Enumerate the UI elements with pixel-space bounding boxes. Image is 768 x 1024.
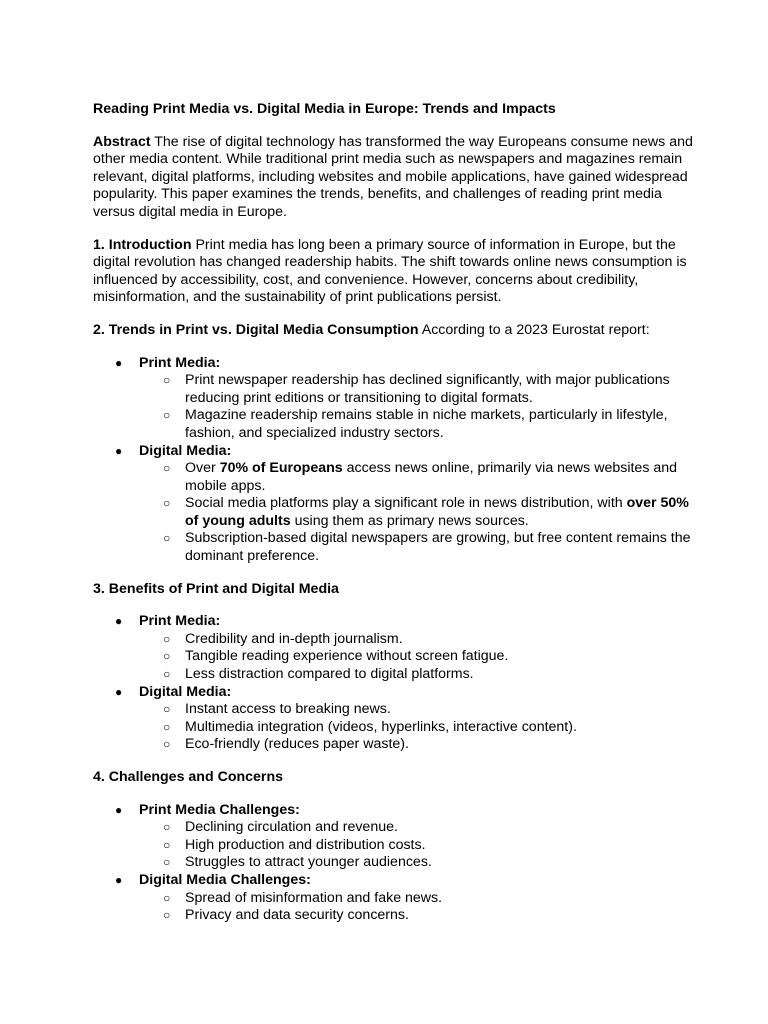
sub-list-item-text: Subscription-based digital newspapers are growing, but free content remains the dominant preference. <box>185 530 691 565</box>
sub-list-item <box>139 666 693 684</box>
emphasis-text: over 50% of young adults <box>185 495 689 529</box>
sub-list <box>139 631 693 684</box>
trends-paragraph <box>93 322 693 340</box>
document-page <box>93 101 693 940</box>
challenges-list <box>93 802 693 925</box>
list-item-label: Digital Media: <box>139 442 232 459</box>
benefits-list <box>93 613 693 754</box>
bullet-icon: ● <box>115 802 123 817</box>
trends-text: According to a 2023 Eurostat report: <box>418 321 650 338</box>
introduction-text: Print media has long been a primary source of information in Europe, but the digital revolution has changed readership habits. The shift towards online news consumption is influenced by accessibility, cost, and convenience. However, concerns about credibility, misinformation, and the sustainability of print publications persist. <box>93 236 687 306</box>
circle-bullet-icon: ○ <box>163 649 171 664</box>
circle-bullet-icon: ○ <box>163 496 171 511</box>
bullet-icon: ● <box>115 614 123 629</box>
circle-bullet-icon: ○ <box>163 737 171 752</box>
sub-list-item <box>139 530 693 565</box>
sub-list-item-text: Social media platforms play a significant role in news distribution, with <box>185 495 627 512</box>
sub-list-item-text: Eco-friendly (reduces paper waste). <box>185 736 409 753</box>
abstract-text: The rise of digital technology has transformed the way Europeans consume news and other media content. While traditional print media such as newspapers and magazines remain relevant, digital platforms, including websites and mobile applications, have gained widespread popularity. This paper examines the trends, benefits, and challenges of reading print media versus digital media in Europe. <box>93 133 693 220</box>
bullet-icon: ● <box>115 872 123 887</box>
list-item <box>93 684 693 754</box>
sub-list-item <box>139 854 693 872</box>
sub-list-item <box>139 460 693 495</box>
list-item-label: Digital Media Challenges: <box>139 871 311 888</box>
sub-list <box>139 460 693 566</box>
list-item <box>93 613 693 683</box>
list-item <box>93 872 693 925</box>
circle-bullet-icon: ○ <box>163 890 171 905</box>
circle-bullet-icon: ○ <box>163 631 171 646</box>
sub-list-item <box>139 907 693 925</box>
sub-list <box>139 890 693 925</box>
introduction-paragraph <box>93 237 693 307</box>
sub-list-item-text: Declining circulation and revenue. <box>185 819 398 836</box>
sub-list-item-text: Privacy and data security concerns. <box>185 907 409 924</box>
sub-list-item-text: Instant access to breaking news. <box>185 701 391 718</box>
list-item-label: Print Media: <box>139 613 221 630</box>
sub-list-item <box>139 819 693 837</box>
sub-list-item <box>139 372 693 407</box>
circle-bullet-icon: ○ <box>163 719 171 734</box>
list-item-label: Print Media: <box>139 354 221 371</box>
emphasis-text: 70% of Europeans <box>219 460 343 477</box>
sub-list-item <box>139 736 693 754</box>
sub-list-item-text: Tangible reading experience without screen fatigue. <box>185 648 509 665</box>
sub-list-item-text: Spread of misinformation and fake news. <box>185 889 443 906</box>
list-item <box>93 355 693 443</box>
bullet-icon: ● <box>115 684 123 699</box>
sub-list-item-text: Less distraction compared to digital platforms. <box>185 666 474 683</box>
list-item <box>93 802 693 872</box>
circle-bullet-icon: ○ <box>163 373 171 388</box>
circle-bullet-icon: ○ <box>163 531 171 546</box>
circle-bullet-icon: ○ <box>163 461 171 476</box>
circle-bullet-icon: ○ <box>163 702 171 717</box>
sub-list <box>139 701 693 754</box>
list-item-label: Digital Media: <box>139 683 232 700</box>
sub-list-item-text: using them as primary news sources. <box>290 512 529 529</box>
sub-list-item <box>139 837 693 855</box>
bullet-icon: ● <box>115 355 123 370</box>
introduction-label: 1. Introduction <box>93 236 192 253</box>
sub-list-item <box>139 648 693 666</box>
sub-list-item-text: Magazine readership remains stable in niche markets, particularly in lifestyle, fashion, and specialized industry sectors. <box>185 407 668 441</box>
sub-list-item <box>139 631 693 649</box>
bullet-icon: ● <box>115 443 123 458</box>
sub-list-item <box>139 890 693 908</box>
challenges-heading: 4. Challenges and Concerns <box>93 769 284 785</box>
circle-bullet-icon: ○ <box>163 837 171 852</box>
trends-list <box>93 355 693 566</box>
sub-list-item <box>139 495 693 530</box>
sub-list-item <box>139 701 693 719</box>
trends-label: 2. Trends in Print vs. Digital Media Consumption <box>93 321 419 338</box>
sub-list-item-text: Multimedia integration (videos, hyperlinks, interactive content). <box>185 718 577 735</box>
sub-list-item <box>139 407 693 442</box>
circle-bullet-icon: ○ <box>163 667 171 682</box>
circle-bullet-icon: ○ <box>163 408 171 423</box>
document-title: Reading Print Media vs. Digital Media in Europe: Trends and Impacts <box>93 101 556 117</box>
sub-list-item-text: High production and distribution costs. <box>185 836 426 853</box>
sub-list-item-text: Struggles to attract younger audiences. <box>185 854 432 871</box>
benefits-heading: 3. Benefits of Print and Digital Media <box>93 580 339 597</box>
sub-list-item <box>139 719 693 737</box>
circle-bullet-icon: ○ <box>163 820 171 835</box>
list-item <box>93 443 693 566</box>
list-item-label: Print Media Challenges: <box>139 801 300 818</box>
sub-list-item-text: Credibility and in-depth journalism. <box>185 630 403 647</box>
sub-list <box>139 819 693 872</box>
abstract-paragraph <box>93 134 693 222</box>
sub-list-item-text: Print newspaper readership has declined significantly, with major publications reducing print editions or transitioning to digital formats. <box>185 372 670 406</box>
circle-bullet-icon: ○ <box>163 908 171 923</box>
sub-list-item-text: access news online, primarily via news websites and mobile apps. <box>185 460 678 494</box>
sub-list-item-text: Over <box>185 460 220 477</box>
sub-list <box>139 372 693 442</box>
circle-bullet-icon: ○ <box>163 855 171 870</box>
abstract-label: Abstract <box>93 133 151 150</box>
